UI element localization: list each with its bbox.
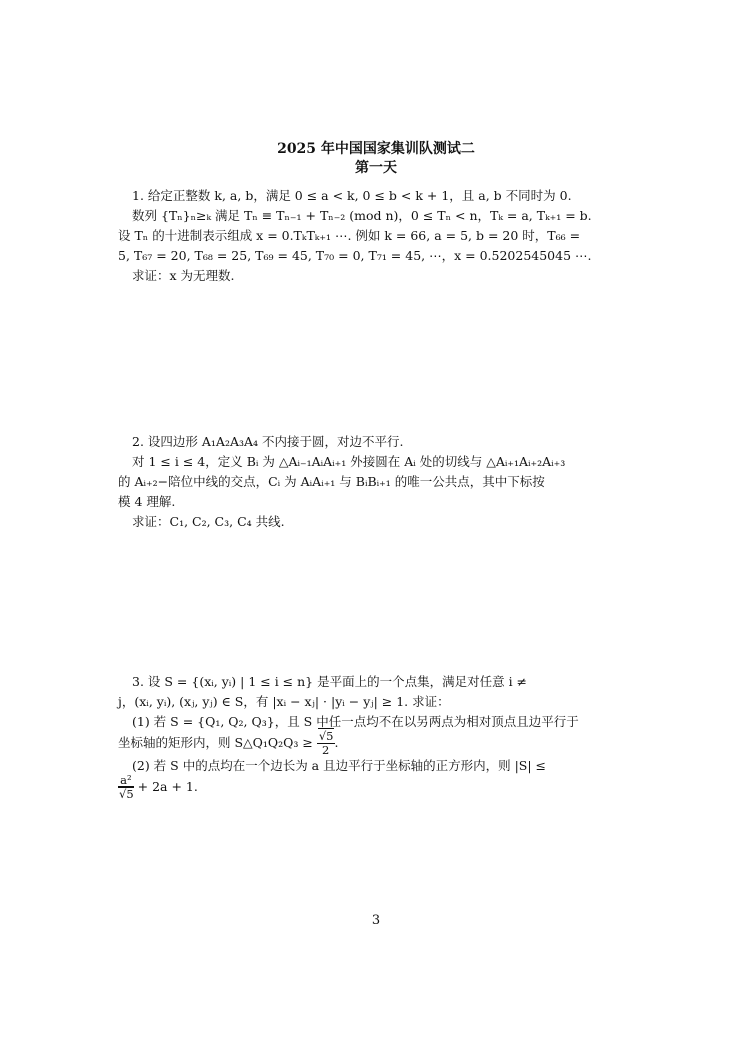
page-subtitle: 第一天: [355, 160, 397, 176]
fraction-a2-over-sqrt5: $\frac{\text{a²}}{√5}$: [119, 773, 134, 801]
problem-1-line-4: 5, T₆₇ = 20, T₆₈ = 25, T₆₉ = 45, T₇₀ = 0, T₇₁ = 45, ⋯，x = 0.5202545045 ⋯.: [118, 248, 592, 263]
fraction-sqrt5-over-2: $\frac{√5}{2}$: [318, 729, 334, 757]
problem-3-line-4: 坐标轴的矩形内，则 S△Q₁Q₂Q₃ ≥ $\frac{√5}{2}$ .: [118, 729, 339, 757]
problem-2-line-1: 2. 设四边形 A₁A₂A₃A₄ 不内接于圆，对边不平行.: [132, 434, 404, 449]
problem-2-line-4: 模 4 理解.: [118, 494, 176, 509]
problem-2-line-3: 的 Aᵢ₊₂−陪位中线的交点，Cᵢ 为 AᵢAᵢ₊₁ 与 BᵢBᵢ₊₁ 的唯一公共点，其中下标按: [118, 474, 545, 489]
page-title: 2025 年中国国家集训队测试二: [277, 141, 475, 157]
problem-1-line-1: 1. 给定正整数 k, a, b，满足 0 ≤ a < k, 0 ≤ b < k + 1，且 a, b 不同时为 0.: [132, 188, 572, 203]
problem-1-line-5: 求证：x 为无理数.: [132, 268, 235, 283]
page-number: 3: [371, 913, 381, 928]
problem-3-part-1: (1) 若 S = {Q₁, Q₂, Q₃}，且 S 中任一点均不在以另两点为相对顶点且边平行于: [132, 714, 579, 729]
problem-3-line-2: j，(xᵢ, yᵢ), (xⱼ, yⱼ) ∈ S，有 |xᵢ − xⱼ| · |yᵢ − yⱼ| ≥ 1. 求证：: [118, 694, 450, 709]
problem-1-number: 1.: [132, 188, 144, 203]
problem-2-line-2: 对 1 ≤ i ≤ 4，定义 Bᵢ 为 △Aᵢ₋₁AᵢAᵢ₊₁ 外接圆在 Aᵢ 处的切线与 △Aᵢ₊₁Aᵢ₊₂Aᵢ₊₃: [132, 454, 566, 469]
problem-1-line-3: 设 Tₙ 的十进制表示组成 x = 0.TₖTₖ₊₁ ⋯. 例如 k = 66, a = 5, b = 20 时，T₆₆ =: [118, 228, 581, 243]
problem-3-number: 3.: [132, 674, 144, 689]
problem-3-line-6: $\frac{\text{a²}}{√5}$ + 2a + 1.: [119, 773, 198, 801]
problem-2-number: 2.: [132, 434, 144, 449]
problem-3-line-1: 3. 设 S = {(xᵢ, yᵢ) | 1 ≤ i ≤ n} 是平面上的一个点集，满足对任意 i ≠: [132, 674, 528, 689]
problem-1-line-2: 数列 {Tₙ}ₙ≥ₖ 满足 Tₙ ≡ Tₙ₋₁ + Tₙ₋₂ (mod n)，0 ≤ Tₙ < n，Tₖ = a, Tₖ₊₁ = b.: [132, 208, 592, 223]
problem-2-line-5: 求证：C₁, C₂, C₃, C₄ 共线.: [132, 514, 285, 529]
problem-3-part-2: (2) 若 S 中的点均在一个边长为 a 且边平行于坐标轴的正方形内，则 |S| ≤: [132, 758, 546, 773]
